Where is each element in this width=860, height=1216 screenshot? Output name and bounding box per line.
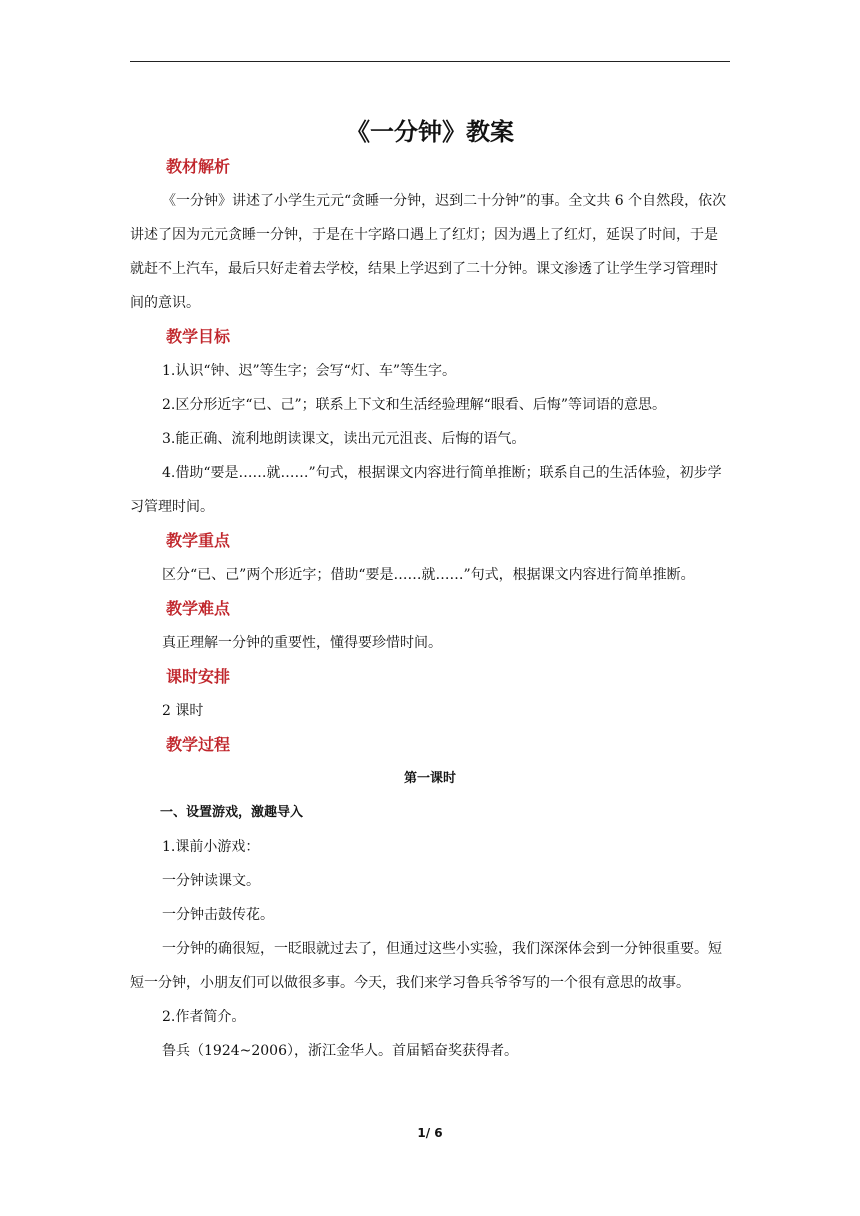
key-points-paragraph: 区分“已、己”两个形近字；借助“要是……就……”句式，根据课文内容进行简单推断。 [162,567,695,583]
goal-item: 1.认识“钟、迟”等生字；会写“灯、车”等生字。 [162,363,456,379]
section-heading-analysis: 教材解析 [166,157,231,176]
schedule-paragraph: 2 课时 [162,703,204,719]
section-heading-goals: 教学目标 [166,327,231,346]
lesson-line: 鲁兵（1924~2006），浙江金华人。首届韬奋奖获得者。 [162,1043,518,1059]
lesson-line: 一分钟击鼓传花。 [162,907,274,923]
lesson-title: 第一课时 [403,771,456,786]
analysis-paragraph: 《一分钟》讲述了小学生元元“贪睡一分钟，迟到二十分钟”的事。全文共 6 个自然段，依次讲述了因为元元贪睡一分钟，于是在十字路口遇上了红灯；因为遇上了红灯，延误了时间，于是就赶不上汽车，最后只好走着去学校，结果上学迟到了二十分钟。课文渗透了让学生学习管理时间的意识。 [130,193,727,311]
section-heading-process: 教学过程 [166,735,231,754]
document-body [130,150,730,1068]
goal-item: 2.区分形近字“已、己”；联系上下文和生活经验理解“眼看、后悔”等词语的意思。 [162,397,666,413]
lesson-line: 一分钟的确很短，一眨眼就过去了，但通过这些小实验，我们深深体会到一分钟很重要。短短一分钟，小朋友们可以做很多事。今天，我们来学习鲁兵爷爷写的一个很有意思的故事。 [130,941,722,991]
document-title: 《一分钟》教案 [346,118,514,146]
lesson-line: 2.作者简介。 [162,1009,246,1025]
page-number: 1/ 6 [417,1126,443,1140]
goal-item: 4.借助“要是……就……”句式，根据课文内容进行简单推断；联系自己的生活体验，初步学习管理时间。 [130,465,722,515]
goal-item: 3.能正确、流利地朗读课文，读出元元沮丧、后悔的语气。 [162,431,526,447]
lesson-line: 1.课前小游戏： [162,839,260,855]
lesson-line: 一分钟读课文。 [162,873,260,889]
difficulties-paragraph: 真正理解一分钟的重要性，懂得要珍惜时间。 [162,635,442,651]
header-rule [130,61,730,62]
lesson-part-heading: 一、设置游戏，激趣导入 [160,805,304,820]
section-heading-key-points: 教学重点 [166,531,231,550]
section-heading-difficulties: 教学难点 [166,599,231,618]
section-heading-schedule: 课时安排 [166,667,231,686]
